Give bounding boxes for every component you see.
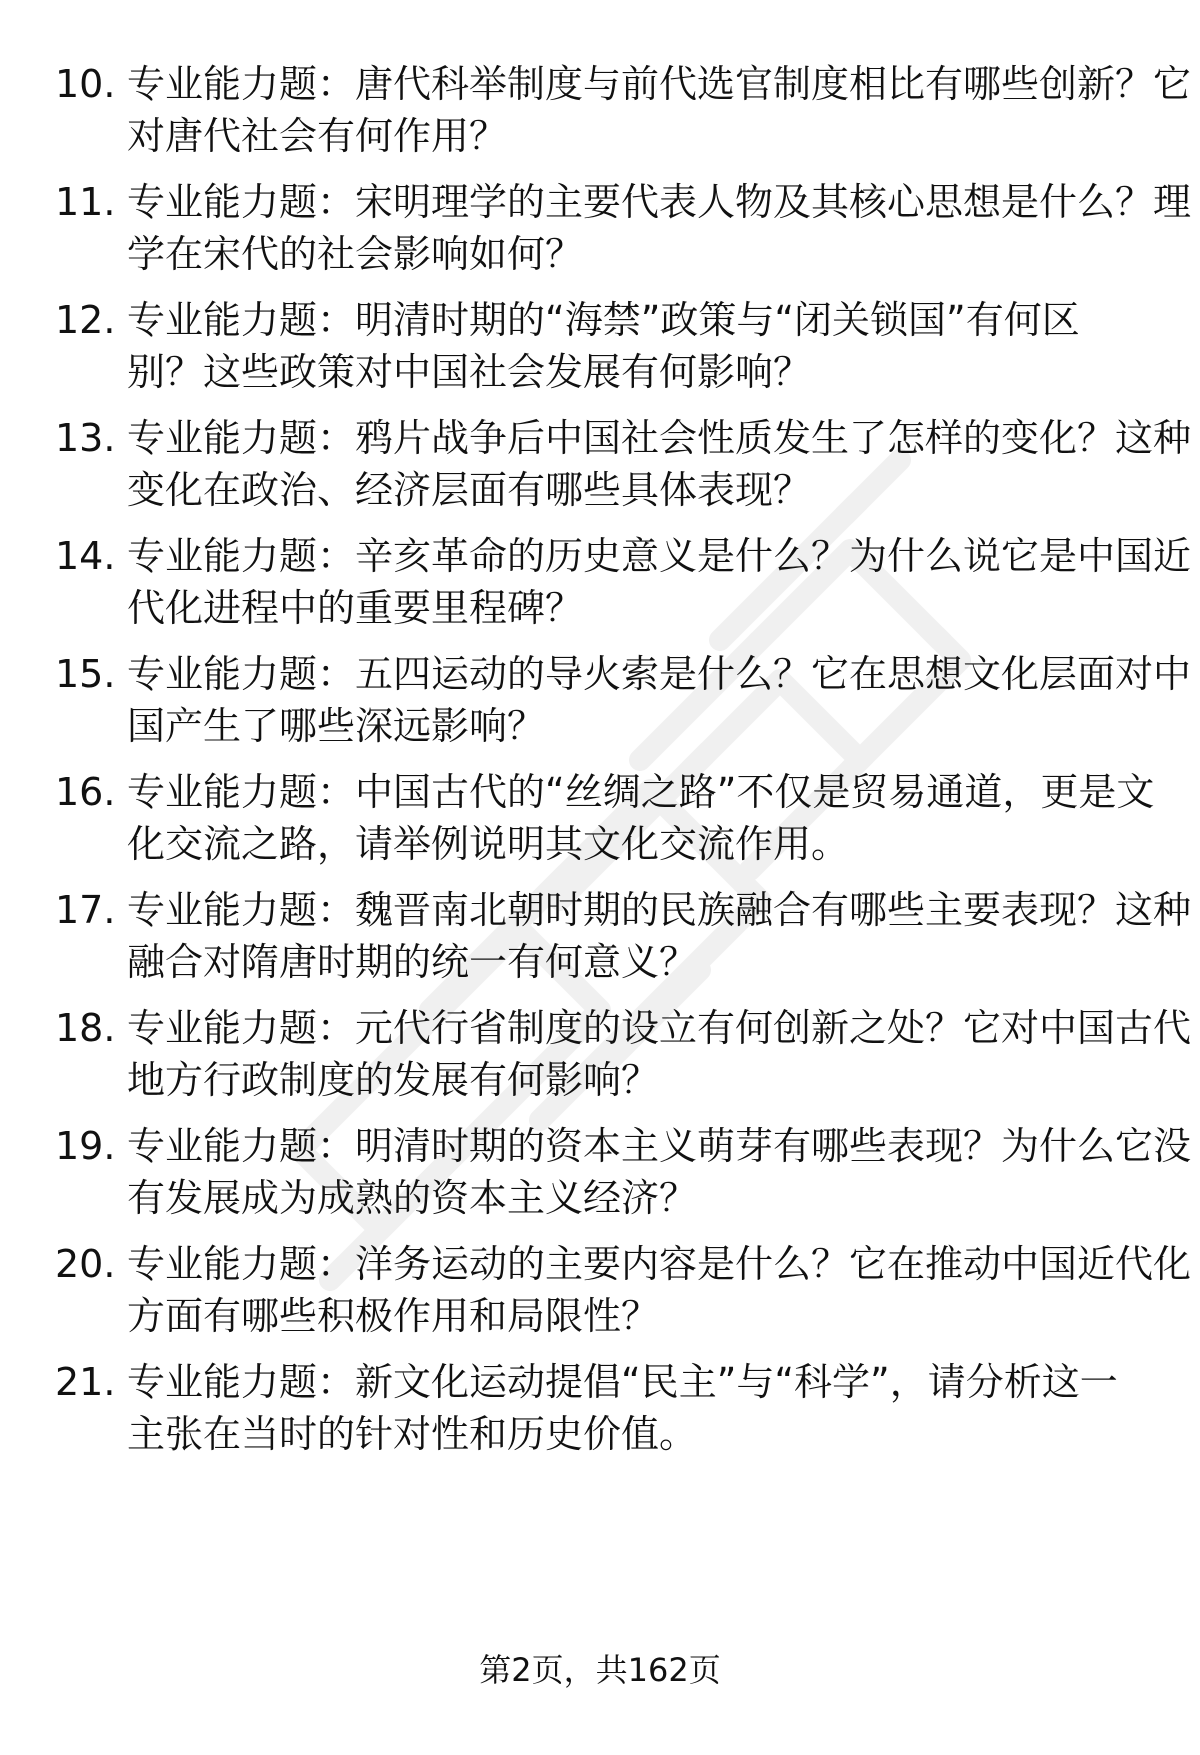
- question-line: 主张在当时的针对性和历史价值。: [127, 1412, 698, 1456]
- question-line: 专业能力题：明清时期的“海禁”政策与“闭关锁国”有何区: [127, 298, 1080, 342]
- question-line: 专业能力题：元代行省制度的设立有何创新之处？它对中国古代: [127, 1006, 1192, 1050]
- question-line: 对唐代社会有何作用？: [127, 114, 508, 158]
- question-text: [127, 648, 1192, 752]
- question-item: [55, 884, 1192, 988]
- question-item: [55, 766, 1155, 870]
- question-number: 18.: [55, 1006, 116, 1050]
- question-line: 有发展成为成熟的资本主义经济？: [127, 1176, 698, 1220]
- question-line: 专业能力题：五四运动的导火索是什么？它在思想文化层面对中: [127, 652, 1192, 696]
- question-text: [127, 1238, 1192, 1342]
- question-line: 化交流之路，请举例说明其文化交流作用。: [127, 822, 850, 866]
- question-line: 地方行政制度的发展有何影响？: [127, 1058, 660, 1102]
- question-line: 别？这些政策对中国社会发展有何影响？: [127, 350, 812, 394]
- question-line: 专业能力题：明清时期的资本主义萌芽有哪些表现？为什么它没: [127, 1124, 1192, 1168]
- question-line: 专业能力题：中国古代的“丝绸之路”不仅是贸易通道，更是文: [127, 770, 1155, 814]
- question-number: 12.: [55, 298, 116, 342]
- question-line: 专业能力题：魏晋南北朝时期的民族融合有哪些主要表现？这种: [127, 888, 1192, 932]
- question-line: 代化进程中的重要里程碑？: [127, 586, 584, 630]
- question-item: [55, 1356, 1145, 1460]
- question-number: 19.: [55, 1124, 116, 1168]
- question-line: 方面有哪些积极作用和局限性？: [127, 1294, 660, 1338]
- question-text: [127, 530, 1192, 634]
- question-text: [127, 1356, 1145, 1460]
- question-line: 专业能力题：新文化运动提倡“民主”与“科学”，请分析这一: [127, 1360, 1118, 1404]
- question-text: [127, 58, 1192, 162]
- question-number: 15.: [55, 652, 116, 696]
- question-line: 专业能力题：鸦片战争后中国社会性质发生了怎样的变化？这种: [127, 416, 1192, 460]
- question-number: 10.: [55, 62, 116, 106]
- question-line: 学在宋代的社会影响如何？: [127, 232, 584, 276]
- question-text: [127, 412, 1192, 516]
- question-line: 国产生了哪些深远影响？: [127, 704, 546, 748]
- question-text: [127, 294, 1145, 398]
- question-number: 21.: [55, 1360, 116, 1404]
- question-line: 专业能力题：宋明理学的主要代表人物及其核心思想是什么？理: [127, 180, 1192, 224]
- question-number: 13.: [55, 416, 116, 460]
- question-line: 专业能力题：唐代科举制度与前代选官制度相比有哪些创新？它: [127, 62, 1192, 106]
- question-item: [55, 1238, 1192, 1342]
- question-item: [55, 1002, 1192, 1106]
- question-number: 16.: [55, 770, 116, 814]
- page-footer: 第2页，共162页: [479, 1651, 721, 1689]
- question-number: 20.: [55, 1242, 116, 1286]
- question-number: 14.: [55, 534, 116, 578]
- question-line: 变化在政治、经济层面有哪些具体表现？: [127, 468, 812, 512]
- question-item: [55, 1120, 1192, 1224]
- question-text: [127, 176, 1192, 280]
- question-item: [55, 412, 1192, 516]
- question-item: [55, 530, 1192, 634]
- question-text: [127, 1120, 1192, 1224]
- question-line: 融合对隋唐时期的统一有何意义？: [127, 940, 698, 984]
- question-line: 专业能力题：洋务运动的主要内容是什么？它在推动中国近代化: [127, 1242, 1192, 1286]
- question-text: [127, 766, 1155, 870]
- question-text: [127, 1002, 1192, 1106]
- question-text: [127, 884, 1192, 988]
- question-item: [55, 58, 1192, 162]
- question-item: [55, 294, 1145, 398]
- question-number: 17.: [55, 888, 116, 932]
- question-number: 11.: [55, 180, 116, 224]
- question-item: [55, 176, 1192, 280]
- question-line: 专业能力题：辛亥革命的历史意义是什么？为什么说它是中国近: [127, 534, 1192, 578]
- question-item: [55, 648, 1192, 752]
